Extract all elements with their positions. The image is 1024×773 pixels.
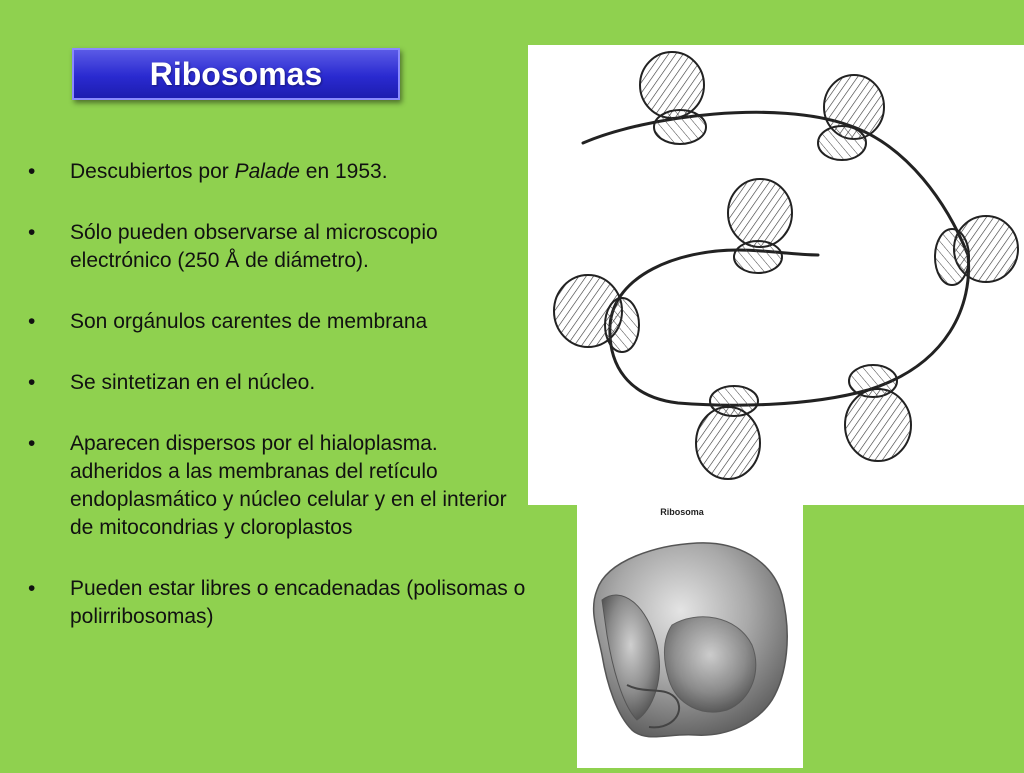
page-title: Ribosomas <box>149 55 323 92</box>
bullet-marker: • <box>28 371 36 394</box>
bullet-marker: • <box>28 160 36 183</box>
polysome-drawing-icon <box>528 45 1024 505</box>
list-item: • Se sintetizan en el núcleo. <box>26 369 526 397</box>
bullet-list <box>26 158 526 664</box>
list-item: • Sólo pueden observarse al microscopio electrónico (250 Å de diámetro). <box>28 221 438 272</box>
polysome-drawing <box>528 45 1024 505</box>
bullet-marker: • <box>28 577 36 600</box>
list-item: • Descubiertos por Palade en 1953. <box>26 158 526 186</box>
list-item: • Pueden estar libres o encadenadas (polisomas o polirribosomas) <box>28 577 526 628</box>
ribosome-photo <box>577 505 803 768</box>
list-item: • Son orgánulos carentes de membrana <box>26 308 526 336</box>
bullet-marker: • <box>28 221 36 244</box>
ribosome-3d-model-icon <box>577 505 803 768</box>
bullet-marker: • <box>28 310 36 333</box>
photo-caption: Ribosoma <box>660 507 704 517</box>
list-item: • Aparecen dispersos por el hialoplasma. adheridos a las membranas del retículo endoplasmático y núcleo celular y en el interior de mitocondrias y cloroplastos <box>28 432 507 539</box>
bullet-marker: • <box>28 432 36 455</box>
title-banner <box>72 48 400 100</box>
